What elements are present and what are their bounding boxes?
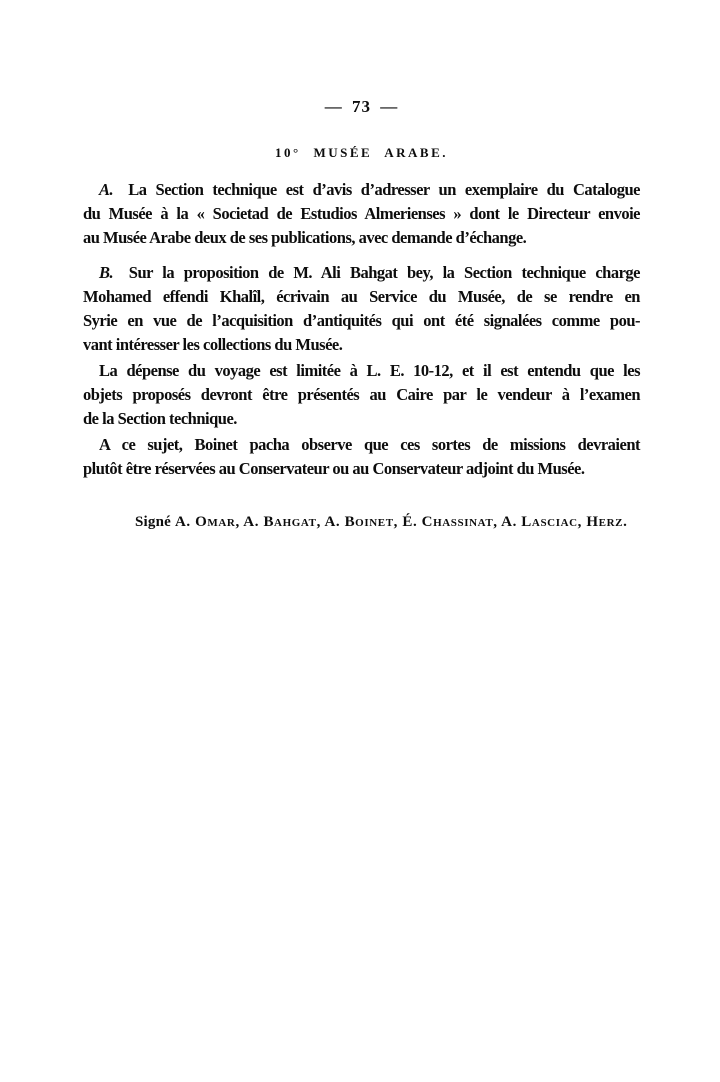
text-line: du Musée à la « Societad de Estudios Almerienses » dont le Directeur envoie: [83, 204, 640, 223]
text-column: [83, 97, 640, 532]
paragraph-expense: [83, 359, 640, 431]
text-line: [83, 261, 640, 285]
signature-line: [83, 512, 640, 532]
page-number: — 73 —: [324, 97, 399, 116]
text-line: plutôt être réservées au Conservateur ou au Conservateur adjoint du Musée.: [83, 459, 585, 478]
signature-names: A. Omar, A. Bahgat, A. Boinet, É. Chassinat, A. Lasciac, Herz.: [174, 514, 628, 530]
text-line: Mohamed effendi Khalîl, écrivain au Service du Musée, de se rendre en: [83, 287, 640, 306]
text-line: Syrie en vue de l’acquisition d’antiquités qui ont été signalées comme pou-: [83, 311, 640, 330]
text-line-content: Sur la proposition de M. Ali Bahgat bey, la Section technique charge: [128, 263, 640, 282]
text-line: A ce sujet, Boinet pacha observe que ces sortes de missions devraient: [99, 435, 640, 454]
text-line-content: La Section technique est d’avis d’adresser un exemplaire du Catalogue: [128, 180, 641, 199]
text-line: de la Section technique.: [83, 409, 237, 428]
text-line: vant intéresser les collections du Musée.: [83, 335, 343, 354]
text-line: au Musée Arabe deux de ses publications, avec demande d’échange.: [83, 228, 527, 247]
paragraph-lead: A.: [99, 180, 114, 199]
section-heading: 10° MUSÉE ARABE.: [275, 145, 448, 160]
paragraph-b: [83, 261, 640, 357]
text-line: La dépense du voyage est limitée à L. E. 10-12, et il est entendu que les: [99, 361, 640, 380]
text-line: [83, 178, 640, 202]
signature-prefix: Signé: [135, 514, 172, 530]
paragraph-lead: B.: [99, 263, 114, 282]
paragraph-a: [83, 178, 640, 250]
text-line: objets proposés devront être présentés au Caire par le vendeur à l’examen: [83, 385, 640, 404]
paragraph-remark: [83, 433, 640, 481]
